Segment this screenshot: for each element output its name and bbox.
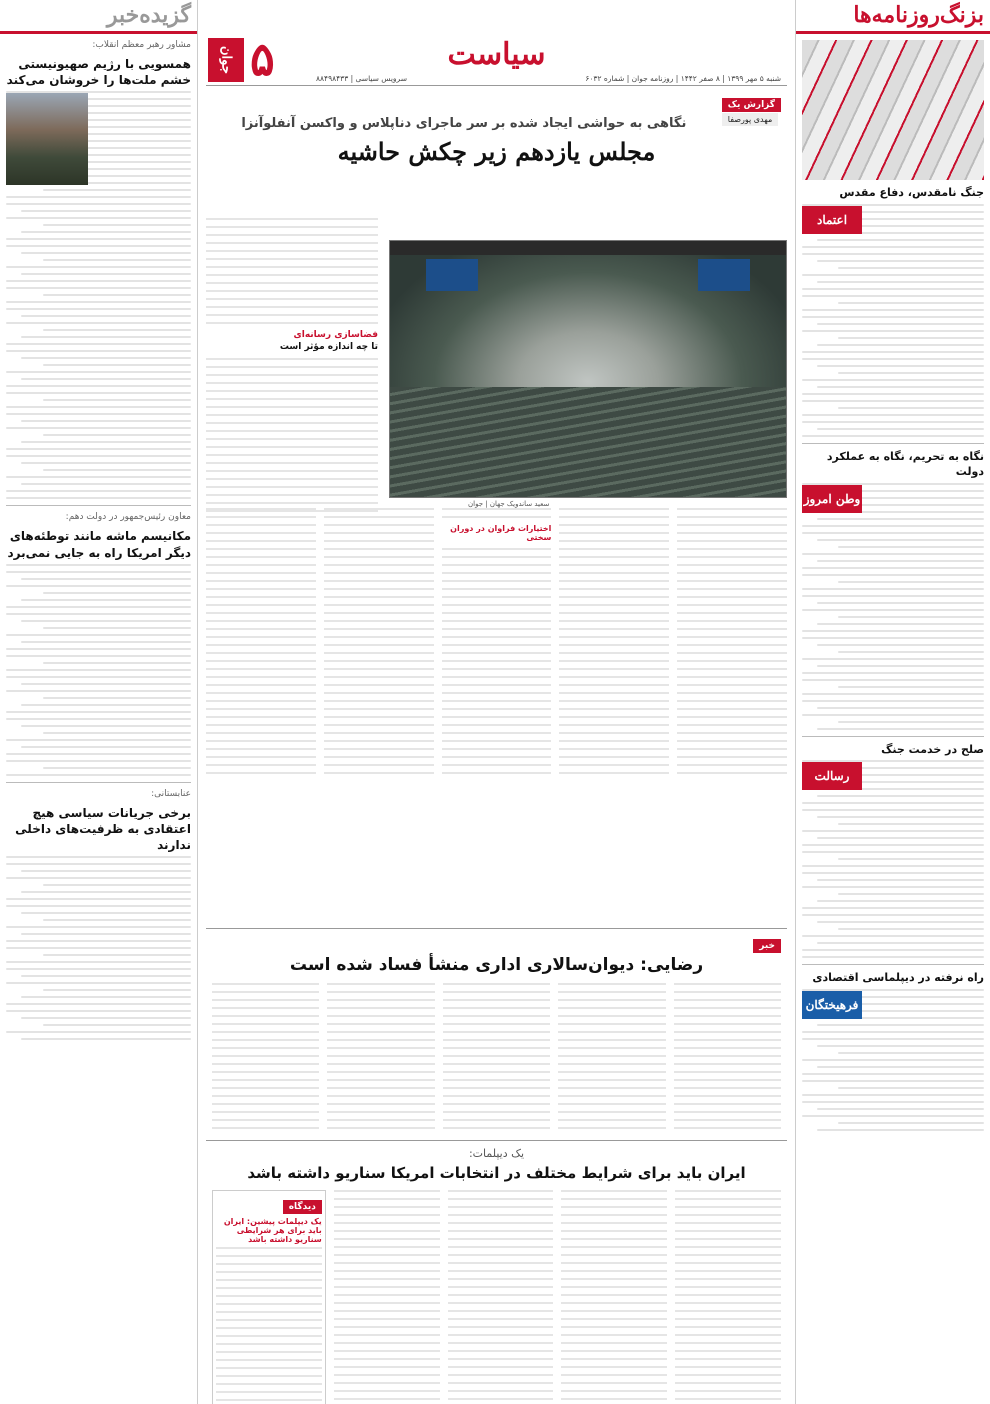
story-diplomat[interactable] [206, 1140, 787, 1404]
page-number: ۵ [250, 32, 275, 86]
newspapers-photo [802, 40, 984, 180]
photo-caption: سعید ساندویک جهان | جوان [468, 500, 550, 508]
press-item-title: جنگ نامقدس، دفاع مقدس [839, 186, 984, 199]
press-item-title: صلح در خدمت جنگ [881, 742, 984, 756]
brief-title: مکانیسم ماشه مانند توطئه‌های دیگر امریکا راه به جایی نمی‌برد [7, 529, 191, 560]
lead-story[interactable] [206, 90, 787, 908]
press-item-title: نگاه به تحریم، نگاه به عملکرد دولت [826, 449, 984, 478]
story2-title: رضایی: دیوان‌سالاری اداری منشأ فساد شده است [289, 955, 704, 975]
story3-kicker: یک دیپلمات: [468, 1147, 525, 1160]
press-review-header [796, 0, 990, 34]
lead-subhead-2: تا چه اندازه مؤثر است [279, 342, 378, 352]
lead-col-intro [206, 218, 378, 518]
main-area [206, 0, 787, 1404]
resalat-logo: رسالت [802, 762, 862, 790]
story2-tag: خبر [753, 939, 781, 953]
lead-body [206, 508, 787, 778]
press-item-title: راه نرفته در دیپلماسی اقتصادی [812, 971, 984, 985]
lead-author: مهدی پورصفا [722, 113, 778, 126]
press-item-4[interactable] [796, 971, 990, 1131]
service-line: سرویس سیاسی | ۸۸۴۹۸۴۳۳ [316, 74, 407, 83]
brief-kicker: مشاور رهبر معظم انقلاب: [92, 40, 191, 50]
brief-kicker: عنابستانی: [151, 788, 191, 799]
press-review-column [795, 0, 990, 1404]
news-briefs-header [0, 0, 197, 34]
etemad-logo: اعتماد [802, 206, 862, 234]
story3-sidebar-title: یک دیپلمات پیشین: ایران باید برای هر شرایطی سناریو داشته باشد [223, 1217, 322, 1244]
lead-tag: گزارش یک [722, 98, 781, 112]
brief-3[interactable] [0, 789, 197, 1041]
brief-2[interactable] [0, 512, 197, 775]
story3-tag: دیدگاه [283, 1200, 322, 1214]
brief-1[interactable] [0, 40, 197, 499]
news-briefs-column [0, 0, 198, 1404]
lead-subtitle: نگاهی به حواشی ایجاد شده بر سر ماجرای دناپلاس و واکسن آنفلوآنزا [241, 116, 687, 131]
masthead [206, 0, 787, 86]
brief-title: همسویی با رژیم صهیونیستی خشم ملت‌ها را خروشان می‌کند [6, 57, 191, 88]
farhikhtegan-logo: فرهیختگان [802, 991, 862, 1019]
lead-subhead-3: اختیارات فراوان در دوران سختی [450, 524, 552, 542]
press-review-title: بزنگ‌روزنامه‌ها [853, 2, 984, 28]
brief-title: برخی جریانات سیاسی هیچ اعتقادی به ظرفیت‌های داخلی ندارند [15, 805, 191, 853]
story3-title: ایران باید برای شرایط مختلف در انتخابات امریکا سناریو داشته باشد [247, 1164, 746, 1182]
news-briefs-title: گزیده‌خبر [106, 2, 191, 28]
story-rezaei[interactable] [206, 928, 787, 1138]
brief-photo [6, 93, 88, 185]
press-item-1[interactable] [796, 186, 990, 437]
story3-sidebar [212, 1190, 326, 1404]
lead-subhead-1: فضاسازی رسانه‌ای [293, 330, 378, 340]
press-item-2[interactable] [796, 450, 990, 730]
date-line: شنبه ۵ مهر ۱۳۹۹ | ۸ صفر ۱۴۴۲ | روزنامه جوان | شماره ۶۰۳۲ [585, 74, 781, 83]
parliament-photo [389, 240, 787, 498]
brand-logo: جوان [208, 38, 244, 82]
brief-kicker: معاون رئیس‌جمهور در دولت دهم: [65, 512, 191, 523]
lead-tag-box [722, 98, 781, 131]
lead-title: مجلس یازدهم زیر چکش حاشیه [337, 137, 656, 166]
vatan-emrooz-logo: وطن امروز [802, 485, 862, 513]
press-item-3[interactable] [796, 743, 990, 959]
section-title: سیاست [447, 37, 546, 72]
